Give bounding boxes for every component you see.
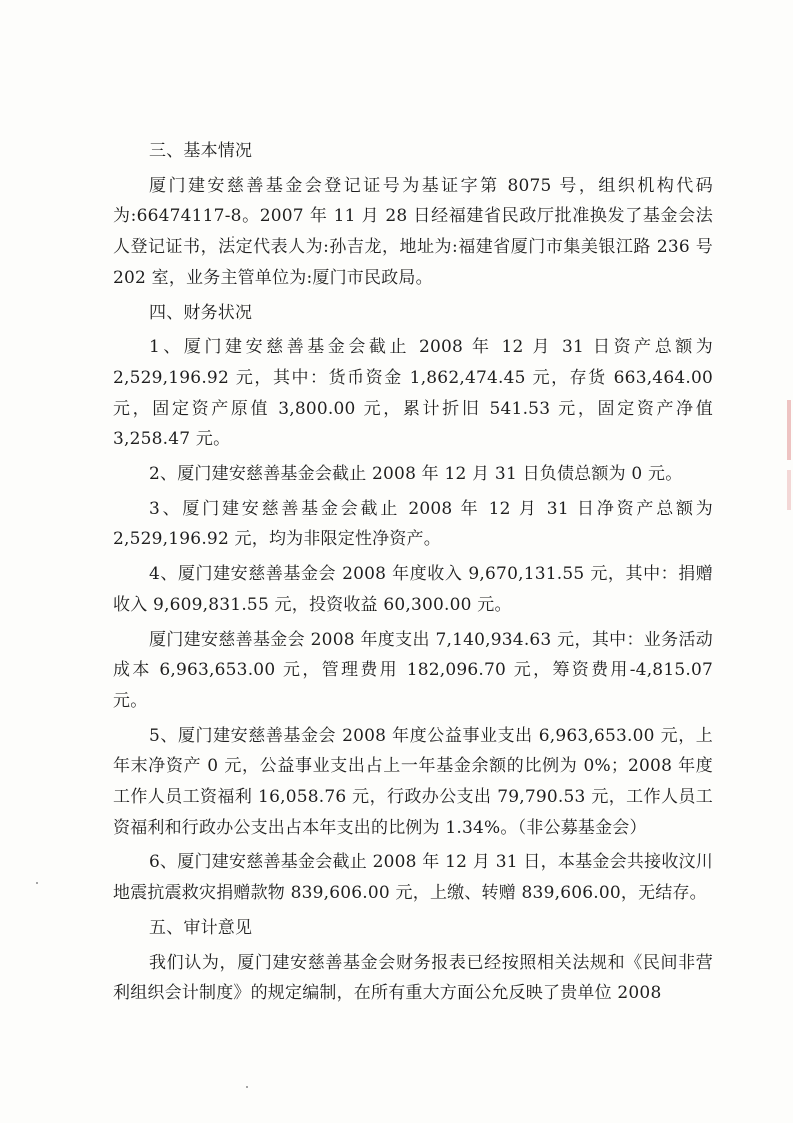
paragraph-assets: 1、厦门建安慈善基金会截止 2008 年 12 月 31 日资产总额为 2,529,196.92 元，其中：货币资金 1,862,474.45 元，存货 663,464.00 元，固定资产原值 3,800.00 元，累计折旧 541.53 元，固定资产净值 3,258.47 元。 bbox=[113, 337, 713, 450]
red-stamp-edge-mark-lower bbox=[787, 470, 791, 510]
paragraph-income: 4、厦门建安慈善基金会 2008 年度收入 9,670,131.55 元，其中：捐赠收入 9,609,831.55 元，投资收益 60,300.00 元。 bbox=[113, 564, 713, 615]
paragraph-charity-spending: 5、厦门建安慈善基金会 2008 年度公益事业支出 6,963,653.00 元，上年末净资产 0 元，公益事业支出占上一年基金余额的比例为 0%；2008 年度工作人员工资福利 16,058.76 元，行政办公支出 79,790.53 元，工作人员工资福利和行政办公支出占本年支出的比例为 1.34%。（非公募基金会） bbox=[113, 725, 713, 838]
red-stamp-edge-mark bbox=[787, 400, 791, 460]
paragraph-liabilities: 2、厦门建安慈善基金会截止 2008 年 12 月 31 日负债总额为 0 元。 bbox=[149, 464, 683, 485]
paragraph-expenses: 厦门建安慈善基金会 2008 年度支出 7,140,934.63 元，其中：业务活动成本 6,963,653.00 元，管理费用 182,096.70 元，筹资费用-4,815.07 元。 bbox=[113, 629, 713, 711]
section-heading-audit-opinion: 五、审计意见 bbox=[149, 917, 253, 938]
paragraph-net-assets: 3、厦门建安慈善基金会截止 2008 年 12 月 31 日净资产总额为 2,529,196.92 元，均为非限定性净资产。 bbox=[113, 498, 713, 550]
section-heading-basic-info: 三、基本情况 bbox=[149, 141, 253, 161]
paragraph-audit-opinion: 我们认为，厦门建安慈善基金会财务报表已经按照相关法规和《民间非营利组织会计制度》的规定编制，在所有重大方面公允反映了贵单位 2008 bbox=[113, 952, 713, 1004]
section-heading-financial: 四、财务状况 bbox=[149, 302, 253, 323]
paragraph-registration: 厦门建安慈善基金会登记证号为基证字第 8075 号，组织机构代码为:66474117-8。2007 年 11 月 28 日经福建省民政厅批准换发了基金会法人登记证书，法定代表人为:孙吉龙，地址为:福建省厦门市集美银江路 236 号 202 室，业务主管单位为:厦门市民政局。 bbox=[113, 175, 713, 288]
document-body bbox=[113, 136, 713, 1009]
scan-speck bbox=[36, 882, 38, 884]
paragraph-earthquake-donations: 6、厦门建安慈善基金会截止 2008 年 12 月 31 日，本基金会共接收汶川地震抗震救灾捐赠款物 839,606.00 元，上缴、转赠 839,606.00，无结存。 bbox=[113, 852, 713, 904]
scan-speck bbox=[246, 1086, 248, 1088]
